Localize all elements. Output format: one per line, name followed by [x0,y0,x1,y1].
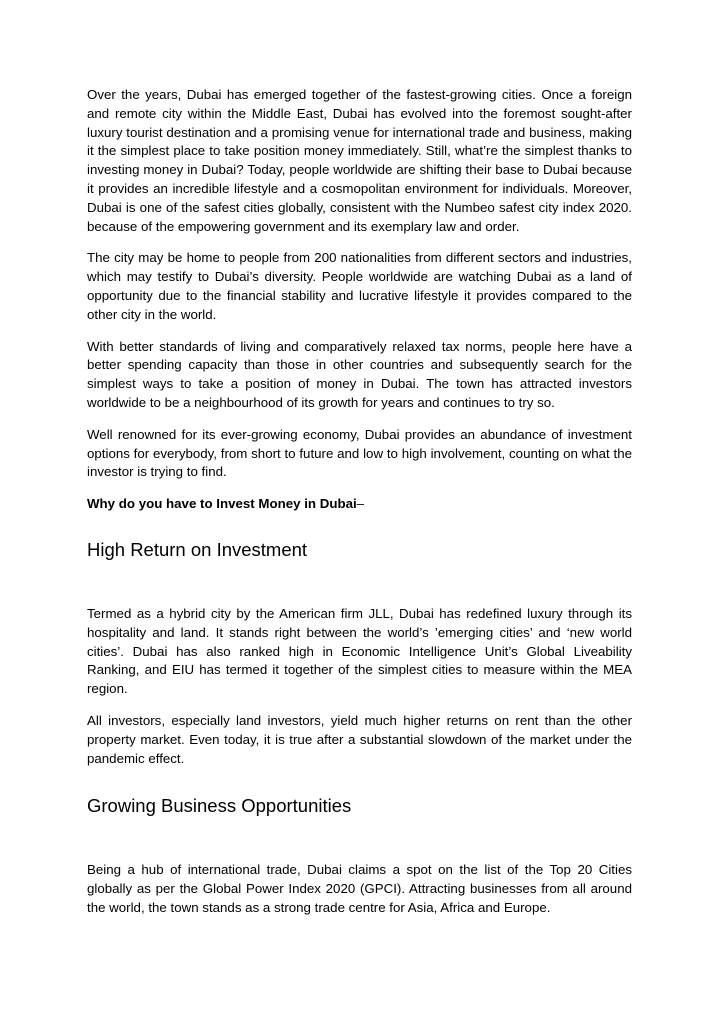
section-heading-high-return: High Return on Investment [87,538,308,560]
intro-paragraph-1: Over the years, Dubai has emerged together of the fastest-growing cities. Once a foreign and remote city within the Middle East, Dubai has evolved into the foremost sought-after luxury tourist destination and a promising venue for international trade and business, making it the simplest place to take position money immediately. Still, what’re the simplest thanks to investing money in Dubai? Today, people worldwide are shifting their base to Dubai because it provides an incredible lifestyle and a cosmopolitan environment for individuals. Moreover, Dubai is one of the safest cities globally, consistent with the Numbeo safest city index 2020. because of the empowering government and its exemplary law and order. [87,87,632,234]
why-invest-subheading-dash: – [356,496,365,512]
intro-paragraph-2: The city may be home to people from 200 nationalities from different sectors and industries, which may testify to Dubai’s diversity. People worldwide are watching Dubai as a land of opportunity due to the financial stability and lucrative lifestyle it provides compared to the other city in the world. [87,250,632,322]
business-opportunities-paragraph-1: Being a hub of international trade, Dubai claims a spot on the list of the Top 20 Cities globally as per the Global Power Index 2020 (GPCI). Attracting businesses from all around the world, the town stands as a strong trade centre for Asia, Africa and Europe. [87,862,632,915]
section-heading-business-opportunities: Growing Business Opportunities [87,795,352,817]
document-page [87,86,632,931]
intro-paragraph-3: With better standards of living and comparatively relaxed tax norms, people here have a better spending capacity than those in other countries and subsequently search for the simplest ways to take a position of money in Dubai. The town has attracted investors worldwide to be a neighbourhood of its growth for years and continues to try so. [87,338,632,410]
intro-paragraph-4: Well renowned for its ever-growing economy, Dubai provides an abundance of investment options for everybody, from short to future and low to high involvement, counting on what the investor is trying to find. [87,426,632,480]
high-return-paragraph-1: Termed as a hybrid city by the American firm JLL, Dubai has redefined luxury through its hospitality and land. It stands right between the world’s ’emerging cities’ and ‘new world cities’. Dubai has also ranked high in Economic Intelligence Unit’s Global Liveability Ranking, and EIU has termed it together of the simplest cities to measure within the MEA region. [87,605,632,697]
high-return-paragraph-2: All investors, especially land investors, yield much higher returns on rent than the other property market. Even today, it is true after a substantial slowdown of the market under the pandemic effect. [87,712,632,766]
why-invest-subheading-bold: Why do you have to Invest Money in Dubai [87,496,357,512]
why-invest-subheading [87,495,632,514]
